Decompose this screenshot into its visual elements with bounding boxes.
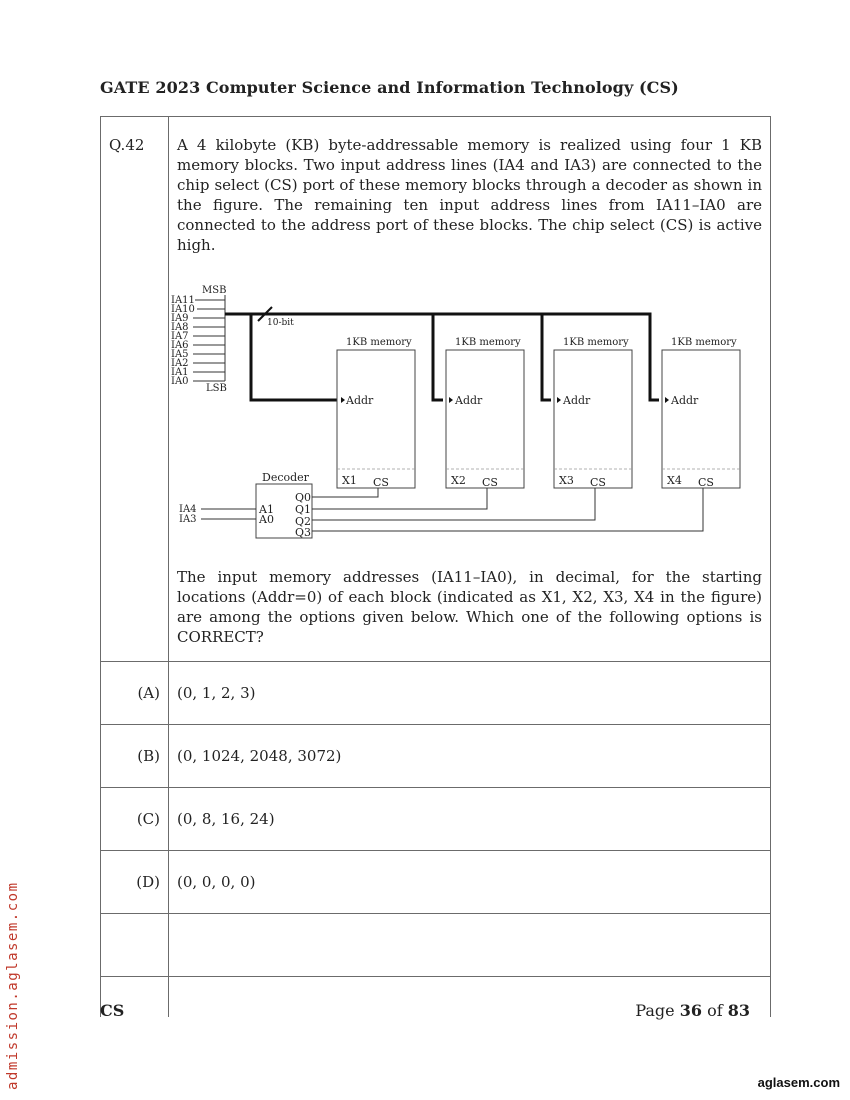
addr-line-label: IA6 (171, 340, 189, 351)
option-label: (D) (101, 851, 169, 914)
empty-cell (101, 914, 169, 977)
addr-line-label: IA9 (171, 313, 189, 324)
block-label-x4: X4 (667, 474, 682, 487)
addr-line-label: IA10 (171, 304, 195, 315)
memory-decoder-diagram (171, 273, 756, 551)
option-row-d[interactable] (101, 851, 771, 914)
page-current: 36 (679, 1001, 702, 1020)
page-word: Page (635, 1001, 675, 1020)
empty-cell (169, 914, 771, 977)
option-text: (0, 1, 2, 3) (169, 662, 771, 725)
option-row-c[interactable] (101, 788, 771, 851)
option-label: (C) (101, 788, 169, 851)
brand-logo[interactable]: aglasem.com (757, 1075, 840, 1090)
decoder-input-a0: A0 (259, 513, 274, 526)
question-followup: The input memory addresses (IA11–IA0), in decimal, for the starting locations (Addr=0) of each block (indicated as X1, X2, X3, X4 in the figure) are among the options given below. Which one of the following options is CORRECT? (177, 568, 762, 646)
page-total: 83 (727, 1001, 750, 1020)
decoder-output-q0: Q0 (295, 491, 312, 504)
addr-line-label: IA5 (171, 349, 189, 360)
addr-line-label: IA1 (171, 367, 189, 378)
addr-port-label: Addr (563, 394, 591, 407)
memory-block-x4 (662, 350, 740, 488)
cs-port-label: CS (482, 476, 498, 489)
decoder-output-q3: Q3 (295, 526, 312, 539)
block-label-x2: X2 (451, 474, 466, 487)
memory-title: 1KB memory (455, 337, 521, 348)
option-text: (0, 8, 16, 24) (169, 788, 771, 851)
option-text: (0, 1024, 2048, 3072) (169, 725, 771, 788)
decoder-line-ia3: IA3 (179, 514, 197, 525)
page-number (635, 1001, 750, 1020)
block-label-x3: X3 (559, 474, 574, 487)
question-table (100, 116, 771, 1017)
page-of: of (707, 1001, 723, 1020)
memory-block-x2 (446, 350, 524, 488)
decoder-title: Decoder (262, 471, 309, 484)
decoder-output-q2: Q2 (295, 515, 312, 528)
memory-block-x1 (337, 350, 415, 488)
msb-label: MSB (202, 285, 227, 296)
option-text: (0, 0, 0, 0) (169, 851, 771, 914)
bus-width-label: 10-bit (267, 318, 294, 328)
paper-title: GATE 2023 Computer Science and Information Technology (CS) (100, 78, 679, 97)
memory-title: 1KB memory (671, 337, 737, 348)
memory-title: 1KB memory (346, 337, 412, 348)
cs-port-label: CS (698, 476, 714, 489)
decoder-output-q1: Q1 (295, 503, 312, 516)
cs-port-label: CS (373, 476, 389, 489)
addr-line-label: IA7 (171, 331, 189, 342)
decoder-line-ia4: IA4 (179, 504, 197, 515)
block-label-x1: X1 (342, 474, 357, 487)
empty-row (101, 914, 771, 977)
memory-title: 1KB memory (563, 337, 629, 348)
addr-line-label: IA0 (171, 376, 189, 387)
option-row-b[interactable] (101, 725, 771, 788)
watermark: admission.aglasem.com (5, 881, 21, 1090)
option-row-a[interactable] (101, 662, 771, 725)
cs-port-label: CS (590, 476, 606, 489)
addr-port-label: Addr (455, 394, 483, 407)
decoder-input-a1: A1 (259, 503, 274, 516)
addr-line-label: IA2 (171, 358, 189, 369)
option-label: (A) (101, 662, 169, 725)
question-intro: A 4 kilobyte (KB) byte-addressable memory is realized using four 1 KB memory blocks. Two input address lines (IA4 and IA3) are connected to the chip select (CS) port of these memory blocks through a decoder as shown in the figure. The remaining ten input address lines from IA11–IA0 are connected to the address port of these blocks. The chip select (CS) is active high. (177, 136, 762, 254)
memory-block-x3 (554, 350, 632, 488)
addr-line-label: IA8 (171, 322, 189, 333)
addr-port-label: Addr (671, 394, 699, 407)
question-number: Q.42 (101, 117, 169, 662)
footer-subject: CS (100, 1001, 125, 1020)
option-label: (B) (101, 725, 169, 788)
lsb-label: LSB (206, 383, 227, 394)
question-body (169, 117, 771, 662)
addr-port-label: Addr (346, 394, 374, 407)
addr-line-label: IA11 (171, 295, 195, 306)
question-row (101, 117, 771, 662)
